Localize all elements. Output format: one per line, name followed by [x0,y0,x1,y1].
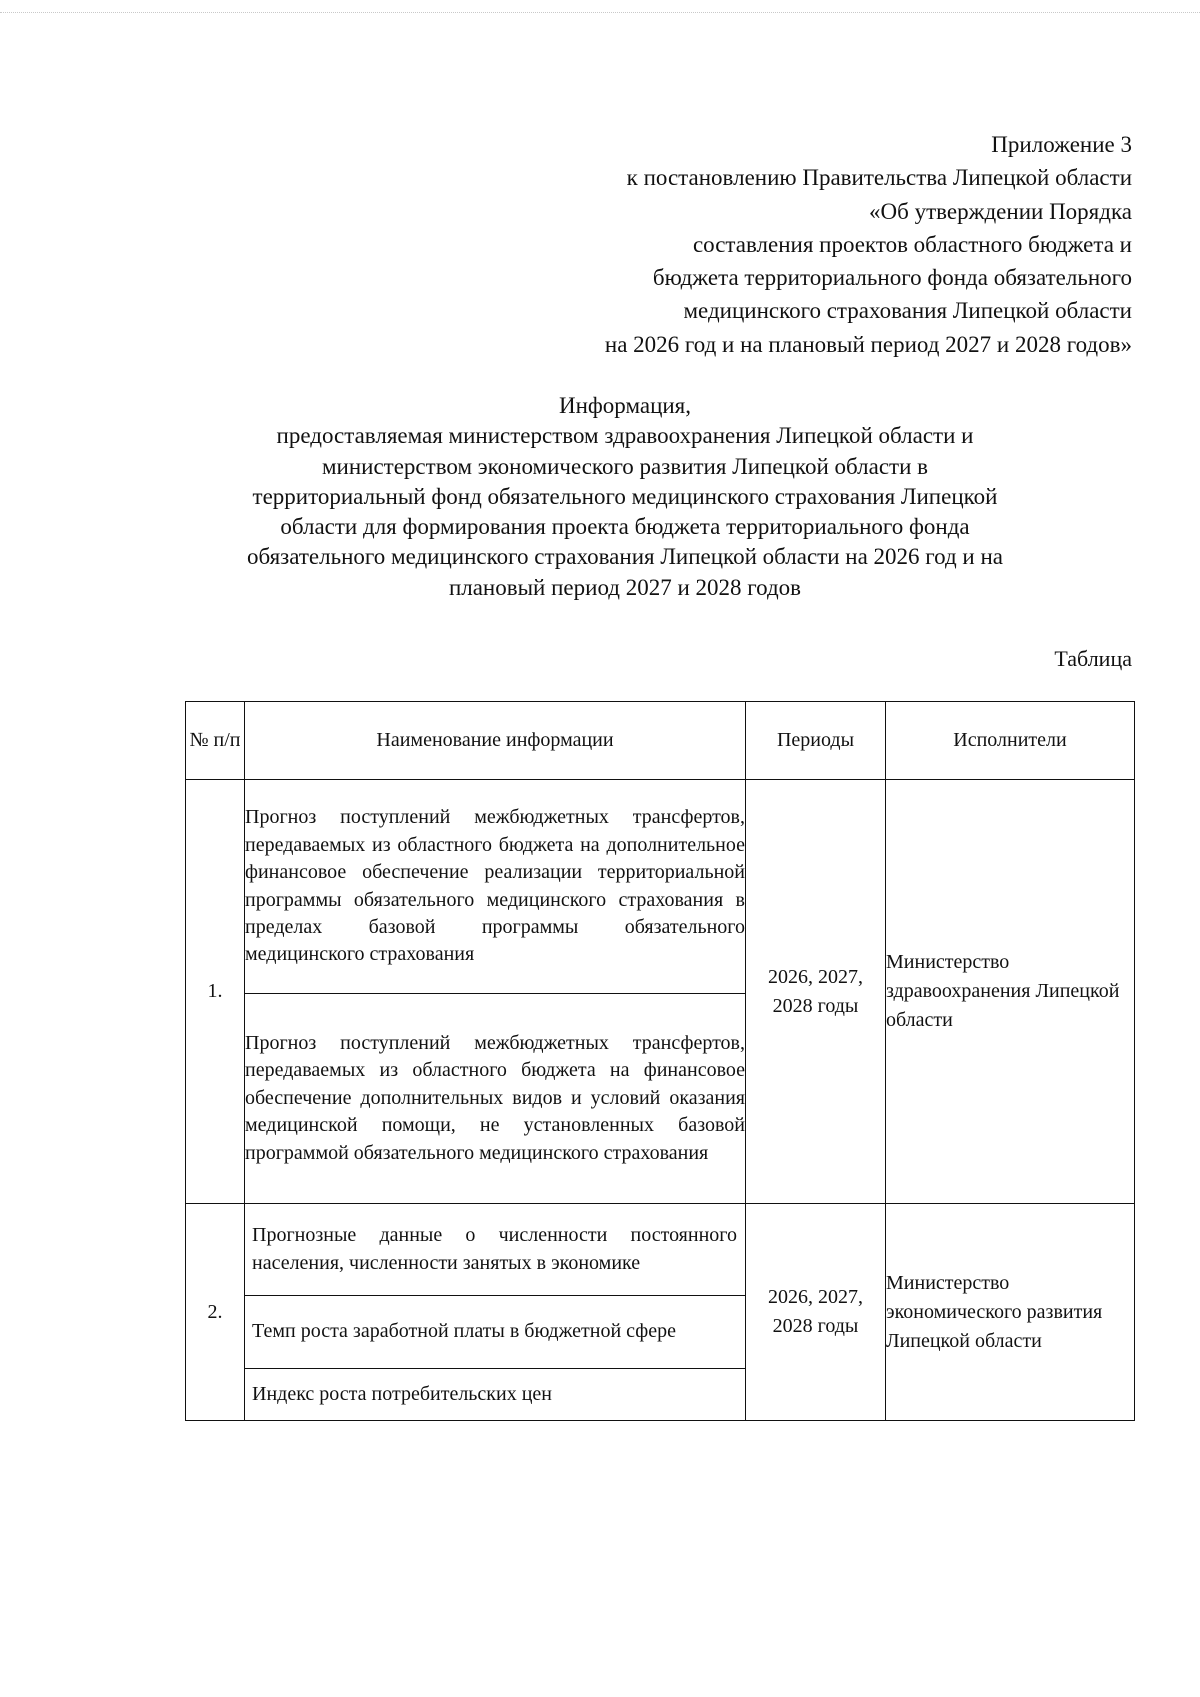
title-line: министерством экономического развития Липецкой области в [321,453,928,479]
appendix-line: медицинского страхования Липецкой области [683,298,1132,324]
appendix-line: «Об утверждении Порядка [869,198,1132,224]
scan-top-edge [0,12,1200,13]
header-executors: Исполнители [886,702,1135,780]
info-cell: Прогноз поступлений межбюджетных трансфертов, передаваемых из областного бюджета на финансовое обеспечение дополнительных видов и условий оказания медицинской помощи, не установленных базовой программой обязательного медицинского страхования [245,994,746,1204]
information-table [185,701,1135,1421]
appendix-line: на 2026 год и на плановый период 2027 и 2028 годов» [604,331,1132,357]
row-number: 2. [186,1204,245,1421]
info-cell: Прогнозные данные о численности постоянного населения, численности занятых в экономике [245,1204,746,1296]
table-header-row [186,702,1135,780]
title-line: области для формирования проекта бюджета территориального фонда [280,514,970,540]
row-number: 1. [186,780,245,1204]
title-line: обязательного медицинского страхования Липецкой области на 2026 год и на [246,544,1004,570]
header-name: Наименование информации [245,702,746,780]
table-row [186,780,1135,994]
title-line: предоставляемая министерством здравоохранения Липецкой области и [276,423,974,449]
document-title [180,391,1070,603]
period-cell: 2026, 2027, 2028 годы [746,780,886,1204]
header-num: № п/п [186,702,245,780]
info-cell: Прогноз поступлений межбюджетных трансфертов, передаваемых из областного бюджета на дополнительное финансовое обеспечение реализации территориальной программы обязательного медицинского страхования в пределах базовой программы обязательного медицинского страхования [245,780,746,994]
period-cell: 2026, 2027, 2028 годы [746,1204,886,1421]
appendix-line: к постановлению Правительства Липецкой области [626,165,1132,191]
appendix-line: Приложение 3 [991,132,1132,157]
title-line: территориальный фонд обязательного медицинского страхования Липецкой [252,483,998,509]
info-cell: Индекс роста потребительских цен [245,1369,746,1421]
title-line: Информация, [558,393,692,418]
appendix-line: составления проектов областного бюджета и [692,231,1132,257]
appendix-line: бюджета территориального фонда обязательного [652,265,1132,291]
header-period: Периоды [746,702,886,780]
table-row [186,1204,1135,1296]
executor-cell: Министерство экономического развития Липецкой области [886,1204,1135,1421]
title-line: плановый период 2027 и 2028 годов [448,574,802,600]
appendix-header [412,128,1132,361]
info-cell: Темп роста заработной платы в бюджетной сфере [245,1296,746,1369]
executor-cell: Министерство здравоохранения Липецкой области [886,780,1135,1204]
table-label: Таблица [1054,646,1132,671]
